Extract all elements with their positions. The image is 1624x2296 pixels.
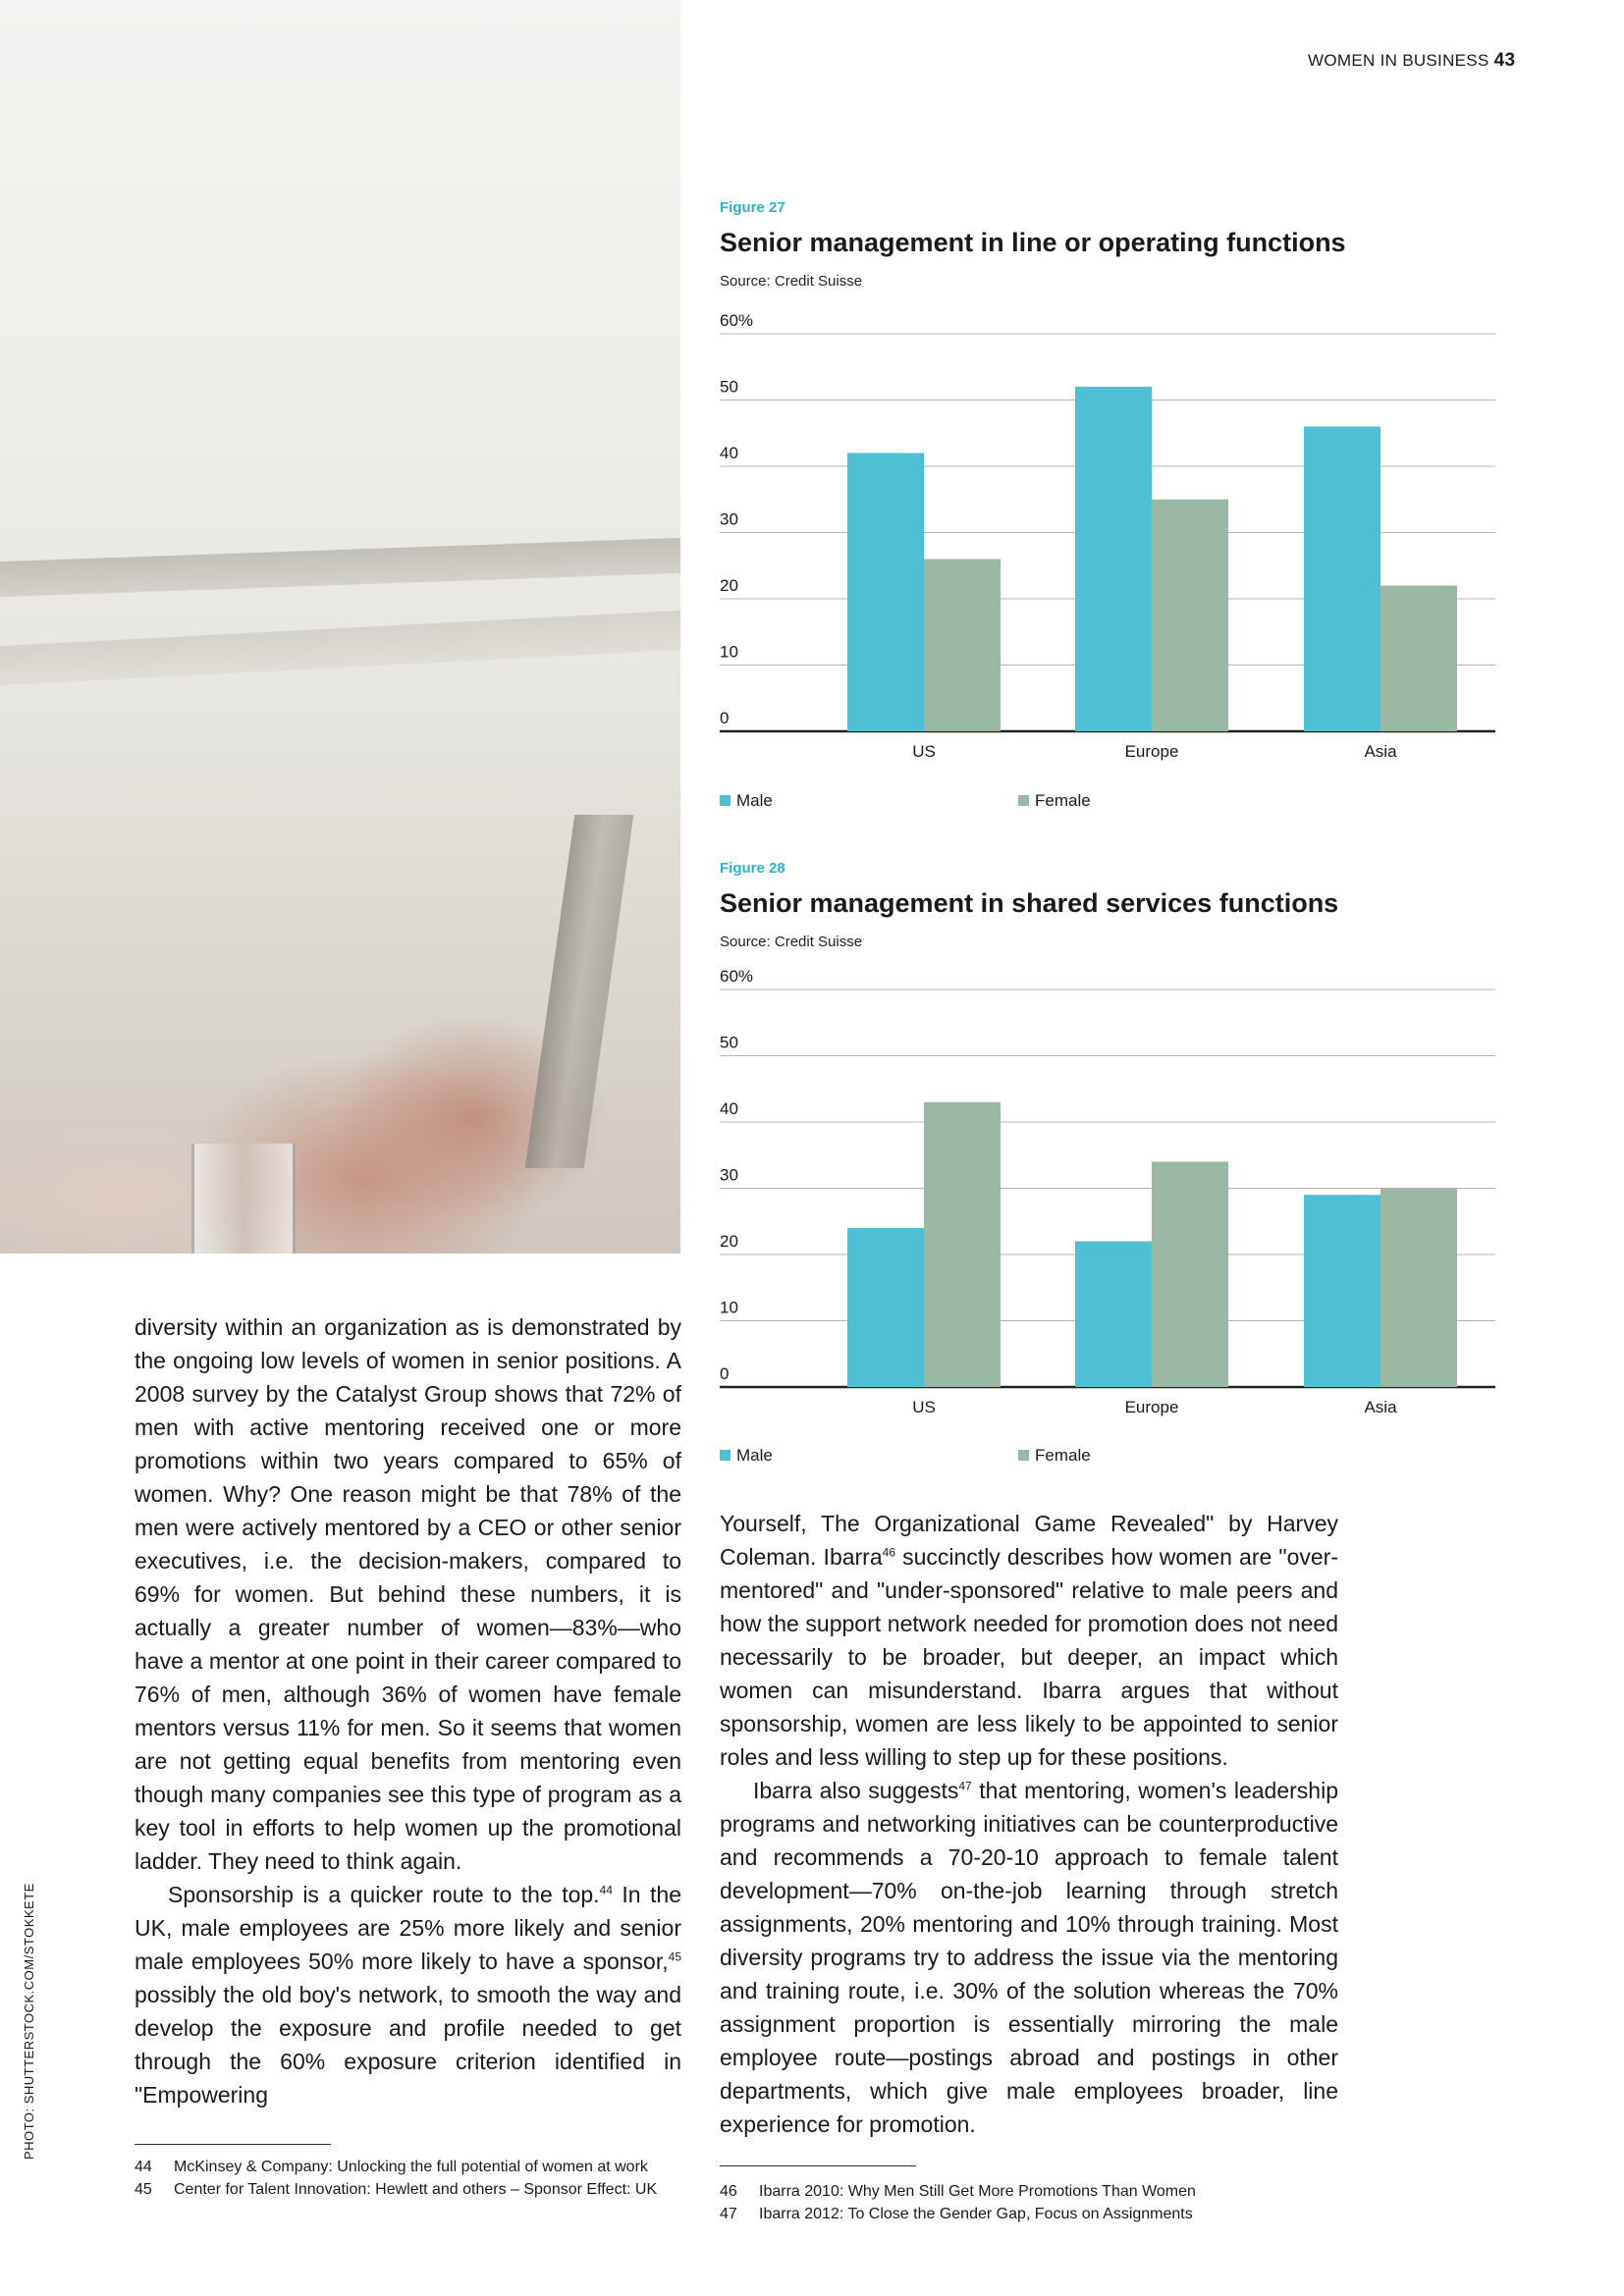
footnote-rule	[135, 2144, 331, 2145]
legend-swatch-female	[1018, 1450, 1029, 1461]
figure-source: Source: Credit Suisse	[720, 273, 863, 290]
x-category-label: Asia	[1364, 742, 1397, 761]
footnotes-left	[135, 2156, 684, 2201]
text-run: succinctly describes how women are "over-mentored" and "under-sponsored" relative to male peers and how the support network needed for promotion does not need necessarily to be broader, but deeper, an impact which women can misunderstand. Ibarra argues that without sponsorship, women are less likely to be appointed to senior roles and less willing to step up for these positions.	[720, 1544, 1338, 1770]
footnote-number: 46	[720, 2183, 737, 2200]
footnote-text: Center for Talent Innovation: Hewlett and others – Sponsor Effect: UK	[174, 2181, 658, 2198]
footnote-text: McKinsey & Company: Unlocking the full potential of women at work	[174, 2159, 648, 2175]
footnote-number: 45	[135, 2181, 152, 2198]
legend-label: Female	[1035, 791, 1091, 810]
y-tick-label: 20	[720, 576, 738, 595]
footnote-number: 47	[720, 2206, 737, 2222]
y-tick-label: 30	[720, 509, 738, 529]
section-title: WOMEN IN BUSINESS	[1308, 51, 1489, 70]
footnotes-right	[720, 2180, 1348, 2225]
figure-title: Senior management in line or operating functions	[720, 228, 1346, 257]
y-tick-label: 60%	[720, 967, 754, 986]
bar-male-asia	[1304, 1195, 1380, 1387]
y-tick-label: 10	[720, 642, 738, 662]
x-category-label: US	[912, 1398, 936, 1416]
text-run: that mentoring, women's leadership programs and networking initiatives can be counterproductive and recommends a 70-20-10 approach to female talent development—70% on-the-job learning through stretch assignments, 20% mentoring and 10% through training. Most diversity programs try to address the issue via the mentoring and training route, i.e. 30% of the solution whereas the 70% assignment proportion is essentially mirroring the male employee route—postings abroad and postings in other departments, which give male employees broader, line experience for promotion.	[720, 1778, 1338, 2137]
photo-credit: PHOTO: SHUTTERSTOCK.COM/STOKKETE	[22, 1883, 36, 2160]
legend-swatch-male	[720, 795, 731, 806]
bar-female-europe	[1152, 1162, 1228, 1388]
footnote-text: Ibarra 2012: To Close the Gender Gap, Focus on Assignments	[759, 2206, 1193, 2222]
photo-laptop	[525, 815, 634, 1168]
x-category-label: US	[912, 742, 936, 761]
x-category-label: Asia	[1364, 1398, 1397, 1416]
y-tick-label: 20	[720, 1232, 738, 1251]
right-column-text	[720, 1507, 1338, 2141]
y-tick-label: 30	[720, 1165, 738, 1185]
paragraph	[720, 1507, 1338, 1774]
bar-chart	[720, 304, 1505, 775]
chart-figure-28	[720, 960, 1505, 1431]
bar-female-asia	[1380, 586, 1457, 732]
footnote-ref[interactable]: 47	[958, 1779, 972, 1793]
y-tick-label: 50	[720, 377, 738, 397]
paragraph	[720, 1774, 1338, 2141]
bar-male-asia	[1304, 427, 1380, 732]
text-run: In the UK, male employees are 25% more likely and senior male employees 50% more likely to have a sponsor,	[135, 1882, 682, 1974]
legend-label: Male	[736, 1446, 773, 1465]
bar-female-us	[924, 560, 1001, 732]
footnote	[135, 2156, 684, 2178]
paragraph: diversity within an organization as is demonstrated by the ongoing low levels of women in senior positions. A 2008 survey by the Catalyst Group shows that 72% of men with active mentoring received one or more promotions within two years compared to 65% of women. Why? One reason might be that 78% of the men were actively mentored by a CEO or other senior executives, i.e. the decision-makers, compared to 69% for women. But behind these numbers, it is actually a greater number of women—83%—who have a mentor at one point in their career compared to 76% of men, although 36% of women have female mentors versus 11% for men. So it seems that women are not getting equal benefits from mentoring even though many companies see this type of program as a key tool in efforts to help women up the promotional ladder. They need to think again.	[135, 1314, 681, 1874]
photo-shelf	[0, 611, 680, 685]
footnote-rule	[720, 2165, 916, 2166]
legend-label: Male	[736, 791, 773, 810]
chart-figure-27	[720, 304, 1505, 775]
bar-chart	[720, 960, 1505, 1431]
x-category-label: Europe	[1124, 1398, 1179, 1416]
footnote	[135, 2178, 684, 2201]
text-run: Ibarra also suggests	[753, 1778, 959, 1803]
y-tick-label: 10	[720, 1298, 738, 1317]
y-tick-label: 0	[720, 709, 730, 727]
footnote	[720, 2203, 1348, 2225]
photo-glass	[191, 1144, 296, 1254]
bar-male-europe	[1075, 1242, 1152, 1388]
paragraph	[135, 1878, 681, 2111]
y-tick-label: 40	[720, 1099, 738, 1118]
bar-female-europe	[1152, 500, 1228, 731]
footnote-text: Ibarra 2010: Why Men Still Get More Promotions Than Women	[759, 2183, 1196, 2200]
y-tick-label: 50	[720, 1033, 738, 1052]
footnote-number: 44	[135, 2159, 152, 2175]
footnote-ref[interactable]: 45	[668, 1949, 681, 1964]
x-category-label: Europe	[1124, 742, 1179, 761]
bar-male-us	[847, 1228, 924, 1387]
legend-swatch-female	[1018, 795, 1029, 806]
text-run: possibly the old boy's network, to smooth the way and develop the exposure and profile needed to get through the 60% exposure criterion identified in "Empowering	[135, 1982, 681, 2108]
bar-female-asia	[1380, 1189, 1457, 1388]
photo-shelf	[0, 538, 680, 597]
footnote-ref[interactable]: 46	[882, 1545, 895, 1560]
text-run: Yourself, The Organizational Game Revealed" by Harvey Coleman. Ibarra	[720, 1511, 1338, 1570]
left-column-text	[135, 1310, 681, 2111]
figure-source: Source: Credit Suisse	[720, 934, 863, 950]
legend-swatch-male	[720, 1450, 731, 1461]
page-number: 43	[1493, 50, 1516, 71]
y-tick-label: 60%	[720, 311, 754, 330]
header-photo	[0, 0, 680, 1254]
figure-label: Figure 28	[720, 860, 785, 877]
figure-title: Senior management in shared services functions	[720, 888, 1339, 918]
legend-item-male	[720, 791, 773, 811]
running-head	[1308, 50, 1515, 72]
legend-item-female	[1018, 791, 1091, 811]
legend-item-female	[1018, 1446, 1091, 1466]
footnote	[720, 2180, 1348, 2203]
bar-male-europe	[1075, 387, 1152, 731]
bar-male-us	[847, 454, 924, 732]
y-tick-label: 0	[720, 1364, 730, 1383]
text-run: Sponsorship is a quicker route to the top.	[168, 1882, 600, 1907]
y-tick-label: 40	[720, 444, 738, 462]
legend-label: Female	[1035, 1446, 1091, 1465]
footnote-ref[interactable]: 44	[599, 1883, 613, 1897]
legend-item-male	[720, 1446, 773, 1466]
bar-female-us	[924, 1102, 1001, 1387]
figure-label: Figure 27	[720, 199, 785, 216]
